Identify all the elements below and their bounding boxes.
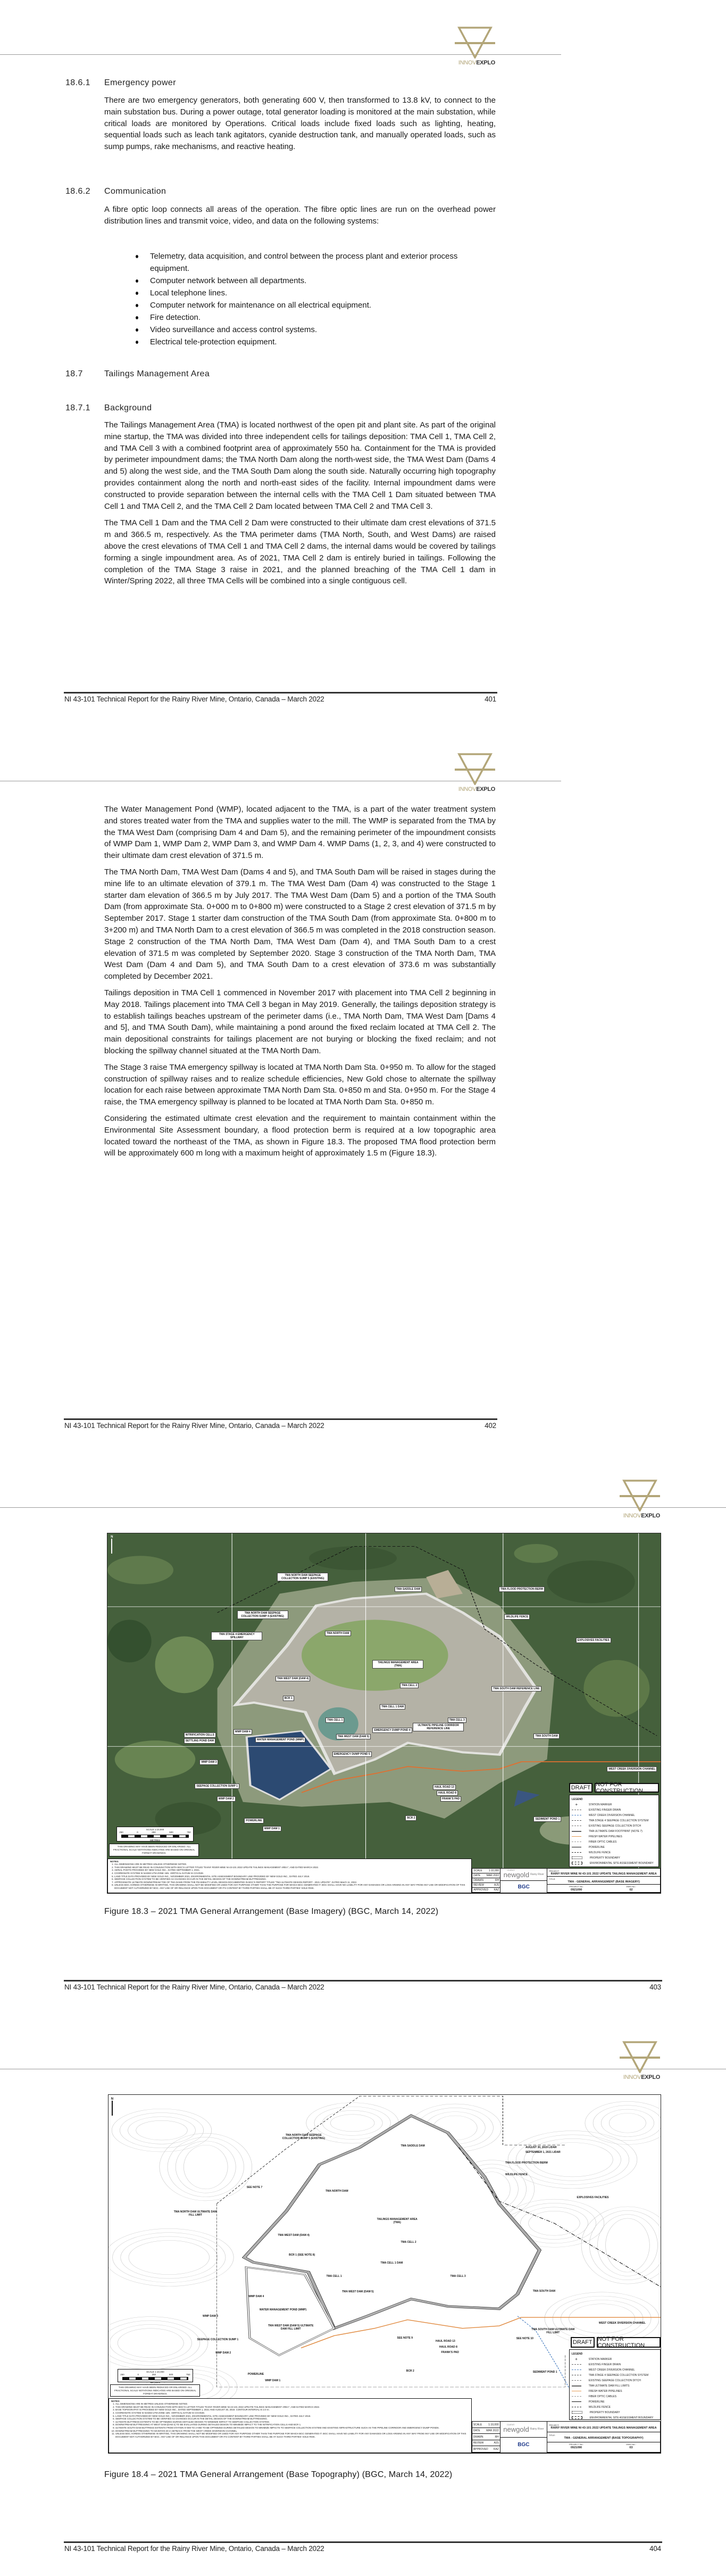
title-block: SCALE 1:10,000 DATE MAR 2022 DRAWN RH REVIEW AJS APPROVED KAZ CLIENT: newgold Rainy River BGC PROJECT: RAINY RIVER MINE NI 43-101 2022 UPDATE TAILINGS MANAGEMENT AREA TITLE: TMA - GENERAL ARRANGEMENT (BASE TOPOGRAPHY) PROJECT No.: 0921090 DWG No.: 03 — [472, 2421, 661, 2453]
logo-triangle-icon — [455, 752, 495, 785]
section-heading-18-6-1: 18.6.1 Emergency power — [65, 78, 176, 87]
paragraph: Tailings deposition in TMA Cell 1 commenced in November 2017 with placement into TMA Cell 2 beginning in May 2018. Tailings placement into TMA Cell 3 began in May 2019. Generally, the tailings deposition strategy is to establish tailings beaches upstream of the perimeter dams (i.e., TMA North Dam, TMA West Dam [Dams 4 and 5], and TMA South Dam), while maintaining a pond around the fixed reclaim located at TMA Cell 2. The main depositional constraints for tailings placement are not burying or blocking the fixed reclaim; and not blocking the spillway channel situated at the TMA North Dam. — [104, 988, 496, 1055]
map-label: WILDLIFE FENCE — [505, 2173, 528, 2177]
paragraph: The Stage 3 raise TMA emergency spillway is located at TMA North Dam Sta. 0+950 m. To allow for the staged construction of spillway raises and to realize schedule efficiencies, New Gold chose to alternate the spillway location for each raise between approximate TMA North Dam Sta. 0+850 m and Sta. 0+950 m. For the Stage 4 raise, the TMA emergency spillway is planned to be located at TMA North Dam Sta. 0+850 m. — [104, 1062, 496, 1107]
legend-swatch — [572, 2396, 581, 2397]
legend-item: POWERLINE — [572, 2399, 658, 2405]
map-label: SEEPAGE COLLECTION SUMP 1 — [195, 1784, 239, 1789]
map-label: WATER MANAGEMENT POND (WMP) — [255, 1737, 305, 1743]
map-label: SEDIMENT POND 1 — [532, 2371, 557, 2374]
logo-wordmark: INNOVEXPLO — [458, 60, 495, 66]
map-label: TMA WEST DAM (DAM 4) — [278, 2234, 310, 2238]
figure-18-3-map-base-imagery — [107, 1533, 661, 1894]
map-label: TAILINGS MANAGEMENT AREA (TMA) — [377, 2218, 418, 2225]
note-item: 6. SEEPAGE COLLECTION SYSTEM TO BE VERIFIED AS CHANGES OCCUR IN THE DETAIL DESIGN OF THE DOWNSTREAM BUTTRESSING. — [114, 1878, 469, 1881]
not-for-construction-label: NOT FOR CONSTRUCTION — [597, 2337, 661, 2348]
legend-swatch: + — [575, 2356, 578, 2362]
map-label: SEE NOTE 10 — [516, 2337, 533, 2341]
map-label: WEST CREEK DIVERSION CHANNEL — [607, 1766, 657, 1772]
scale-disclaimer: THIS DRAWING MAY HAVE BEEN REDUCED OR ENLARGED. ALL FRACTIONAL SCALE NOTATIONS INDICATED ARE BASED ON ORIGINAL FORMAT DRAWINGS. — [110, 2384, 200, 2397]
note-item: 7. ULTIMATE BUTTRESS EXTENTS TO BE OPTIMIZED DURING DETAILED DESIGN TO MINIMIZE IMPACT TO SEEPAGE COLLECTION SYSTEM. — [115, 2421, 469, 2424]
list-item: Electrical tele-protection equipment. — [136, 336, 496, 348]
map-label: AUGUST 30, 2019 LIDAR — [525, 2146, 557, 2150]
background-body — [104, 419, 496, 592]
north-arrow-icon: N — [110, 2098, 115, 2129]
logo-wordmark: INNOVEXPLO — [458, 786, 495, 792]
map-label: TMA NORTH DAM ULTIMATE DAM FILL LIMIT — [173, 2210, 218, 2217]
footer-text: NI 43-101 Technical Report for the Rainy River Mine, Ontario, Canada – March 2022 — [64, 1983, 324, 1991]
logo-wordmark: INNOVEXPLO — [623, 2074, 660, 2080]
map-label: WMP DAM 3 — [199, 1760, 218, 1765]
paragraph: The Tailings Management Area (TMA) is located northwest of the open pit and plant site. As part of the original mine startup, the TMA was divided into three independent cells for tailings deposition: TMA Cell 1, TMA Cell 2, and TMA Cell 3 with a combined footprint area of approximately 550 ha. Containment for the TMA is provided by perimeter impoundment dams; the TMA North Dam along the north-west side, the TMA West Dam (Dams 4 and 5) along the west side, and the TMA South Dam along the south side. Naturally occurring high topography provides containment along the north and north-east sides of the facility. Internal impoundment dams were constructed to provide separation between the internal cells with the TMA Cell 1 Dam situated between TMA Cell 1 and TMA Cell 2, and the TMA Cell 2 Dam located between TMA Cell 2 and TMA Cell 3. — [104, 420, 496, 511]
logo-triangle-icon — [455, 26, 495, 59]
legend-item: FRESH WATER PIPELINES — [572, 2389, 658, 2394]
map-label: FRANK'S PAD — [441, 2350, 459, 2354]
map-label: POWERLINE — [244, 1818, 263, 1823]
legend-swatch — [572, 2416, 582, 2419]
map-label: TMA SADDLE DAM — [395, 1587, 422, 1592]
note-item: 8. DOWNSTREAM BUTTRESSING AT WEST DAM (DAM 4) TO BE EVALUATED DURING DETAILED DESIGN TO MINIMIZE IMPACT TO THE NITRIFICATION CELLS AND BCR 1. — [115, 2423, 469, 2426]
map-label: TMA WEST DAM (DAM 5) ULTIMATE DAM FILL LIMIT — [268, 2324, 314, 2331]
list-item: Fire detection. — [136, 311, 496, 324]
note-item: 5. LAND TITLE DATA PROVIDED BY NEW GOLD INC., NOVEMBER 2021. ENVIRONMENTAL SITE ASSESSMENT BOUNDARY LINE PROVIDED BY NEW GOLD INC., DATED JULY 2018. — [115, 2415, 469, 2418]
note-item: 4. COORDINATE SYSTEM IS NAD83 UTM ZONE 15N. VERTICAL DATUM IS CGVD28. — [114, 1872, 469, 1875]
map-label: FRANK'S PAD — [440, 1796, 462, 1802]
paragraph: A fibre optic loop connects all areas of the operation. The fibre optic lines are run on the overhead power distribution lines and transmit voice, video, and data on the following systems: — [104, 205, 496, 226]
north-arrow-icon: N — [109, 1535, 114, 1566]
page-number: 403 — [649, 1983, 661, 1991]
legend-swatch — [572, 1836, 581, 1837]
legend-item: WEST CREEK DIVERSION CHANNEL — [572, 2367, 658, 2373]
paragraph: There are two emergency generators, both generating 600 V, then transformed to 13.8 kV, to connect to the main substation bus. During a power outage, total generator loading is monitored at the main substation, while critical loads are monitored by Operations. Critical loads include fixed loads such as lighting, heating, sequential loads such as leach tank agitators, cyanide destruction tank, and manually operated loads, such as sump pumps, rake mechanisms, and reactive heating. — [104, 96, 496, 152]
footer-text: NI 43-101 Technical Report for the Rainy River Mine, Ontario, Canada – March 2022 — [64, 695, 324, 703]
figure-18-4-map-base-topography — [108, 2094, 661, 2454]
map-label: BCR 1 (SEE NOTE 8) — [289, 2253, 315, 2257]
logo-triangle-icon — [620, 2040, 660, 2073]
note-item: 7. APPROXIMATE ULTIMATE DOWNSTREAM TOE OF TMA DAMS FROM THE FEASIBILITY LEVEL DESIGN DOCUMENTED IN BGC'S REPORT TITLED "TMA ULTIMATE DESIGN REPORT - 2021 UPDATE", DATED March 11, 2022. — [114, 1881, 469, 1884]
note-item: 3. AERIAL PHOTO PROVIDED BY NEW GOLD INC., DATED SEPTEMBER 1, 2021. — [114, 1869, 469, 1872]
map-label: TMA CELL 3 — [448, 1718, 466, 1723]
title-block-field: DRAWN RH — [473, 1879, 499, 1883]
title-block-field: REVIEW AJS — [473, 1884, 499, 1887]
legend-swatch — [572, 1856, 582, 1859]
section-heading-18-7: 18.7 Tailings Management Area — [65, 369, 210, 378]
map-label: SEPTEMBER 1, 2021 LIDAR — [525, 2150, 561, 2154]
legend-item: FRESH WATER PIPELINES — [572, 1834, 656, 1839]
legend-swatch — [572, 2380, 581, 2381]
legend-item: TMA STAGE 4 SEEPAGE COLLECTION SYSTEM — [572, 1818, 656, 1823]
legend-item: ENVIRONMENTAL SITE ASSESSMENT BOUNDARY — [572, 1861, 656, 1866]
draft-stamp — [571, 2337, 661, 2348]
note-item: 8. UNLESS BGC AGREES OTHERWISE IN WRITING, THIS DRAWING SHALL NOT BE MODIFIED OR USED FOR ANY PURPOSE OTHER THAN THE PURPOSE FOR WHICH BGC GENERATED IT. BGC SHALL HAVE NO LIABILITY FOR ANY DAMAGES OR LOSS ARISING IN ANY WAY FROM ANY USE OR MODIFICATION OF THIS DOCUMENT NOT AUTHORIZED BY BGC. ANY USE OF OR RELIANCE UPON THIS DOCUMENT OR ITS CONTENT BY THIRD PARTIES SHALL BE AT SUCH THIRD PARTIES' SOLE RISK. — [114, 1884, 469, 1889]
map-label: HAUL ROAD 13 — [433, 1785, 456, 1790]
map-label: WEST CREEK DIVERSION CHANNEL — [598, 2321, 646, 2325]
drawing-title: TMA - GENERAL ARRANGEMENT (BASE TOPOGRAPHY) — [564, 2437, 644, 2440]
map-label: SEDIMENT POND 1 — [533, 1817, 561, 1822]
map-label: TMA CELL 2 — [400, 1683, 419, 1688]
list-item: Telemetry, data acquisition, and control between the process plant and exterior process equipment. — [136, 250, 496, 275]
note-item: 1. ALL DIMENSIONS ARE IN METRES UNLESS OTHERWISE NOTED. — [115, 2402, 469, 2406]
legend-item: EXISTING SEEPAGE COLLECTION DITCH — [572, 1823, 656, 1829]
footer-rule — [64, 1980, 662, 1981]
map-label: HAUL ROAD 8 — [439, 2345, 457, 2349]
legend-swatch — [572, 2411, 582, 2414]
note-item: 9. ULTIMATE SOUTH DAM BUTTRESS EXTENTS FROM STATION 0+000 TO 2+050 TO BE OPTIMIZED DURING DETAILED DESIGN TO MINIMIZE IMPACTS TO SEEPAGE COLLECTION SYSTEM AND EXISTING INFRASTRUCTURE SUCH AS THE PIPELINE CORRIDOR AND EMERGENCY DUMP PONDS. — [115, 2426, 469, 2430]
note-item: 1. ALL DIMENSIONS ARE IN METRES UNLESS OTHERWISE NOTED. — [114, 1863, 469, 1866]
bgc-logo: BGC — [518, 2442, 530, 2448]
map-label: BCR 1 — [283, 1696, 294, 1701]
map-label: TMA CELL 1 DAM — [380, 1704, 405, 1710]
map-label: BCR 2 — [405, 1815, 416, 1821]
map-label: TMA SOUTH DAM — [533, 1733, 559, 1739]
paragraph: The Water Management Pond (WMP), located adjacent to the TMA, is a part of the water treatment system and stores treated water from the TMA and supplies water to the mill. The WMP is separated from the TMA by the TMA West Dam (comprising Dam 4 and Dam 5), and the remaining perimeter of the impoundment consists of WMP Dam 1, WMP Dam 2, WMP Dam 3, and WMP Dam 4. WMP Dams (1, 2, 3, and 4) were constructed to their ultimate dam crest elevation of 371.5 m. — [104, 805, 496, 861]
title-block: SCALE 1:10,000 DATE MAR 2022 DRAWN RH REVIEW AJS APPROVED KAZ CLIENT: newgold Rainy River BGC PROJECT: RAINY RIVER MINE NI 43-101 2022 UPDATE TAILINGS MANAGEMENT AREA TITLE: TMA - GENERAL ARRANGEMENT (BASE IMAGERY) PROJECT No.: 0921090 DWG No.: 02 — [472, 1868, 661, 1893]
map-label: SEE NOTE 7 — [246, 2185, 263, 2189]
drawing-notes: NOTES: 1. ALL DIMENSIONS ARE IN METRES UNLESS OTHERWISE NOTED. 2. THIS DRAWING MUST BE READ IN CONJUNCTION WITH BGC'S LETTER TITLED "RAINY RIVER MINE NI 43-101 2022 UPDATE TAILINGS MANAGEMENT AREA", AND DATED MARCH 2022. 3. AERIAL PHOTO PROVIDED BY NEW GOLD INC., DATED SEPTEMBER 1, 2021. 4. COORDINATE SYSTEM IS NAD83 UTM ZONE 15N. VERTICAL DATUM IS CGVD28. 5. LAND TITLE DATA PROVIDED BY NEW GOLD INC., NOVEMBER 2021. ENVIRONMENTAL SITE ASSESSMENT BOUNDARY LINE PROVIDED BY NEW GOLD INC., DATED JULY 2018. 6. SEEPAGE COLLECTION SYSTEM TO BE VERIFIED AS CHANGES OCCUR IN THE DETAIL DESIGN OF THE DOWNSTREAM BUTTRESSING. 7. APPROXIMATE ULTIMATE DOWNSTREAM TOE OF TMA DAMS FROM THE FEASIBILITY LEVEL DESIGN DOCUMENTED IN BGC'S REPORT TITLED "TMA ULTIMATE DESIGN REPORT - 2021 UPDATE", DATED March 11, 2022. 8. UNLESS BGC AGREES OTHERWISE IN WRITING, THIS DRAWING SHALL NOT BE MODIFIED OR USED FOR ANY PURPOSE OTHER THAN THE PURPOSE FOR WHICH BGC GENERATED IT. BGC SHALL HAVE NO LIABILITY FOR ANY DAMAGES OR LOSS ARISING IN ANY WAY FROM ANY USE OR MODIFICATION OF THIS DOCUMENT NOT AUTHORIZED BY BGC. ANY USE OF OR RELIANCE UPON THIS DOCUMENT OR ITS CONTENT BY THIRD PARTIES SHALL BE AT SUCH THIRD PARTIES' SOLE RISK. — [107, 1859, 472, 1893]
draft-label: DRAFT — [571, 2337, 595, 2348]
map-label: WMP DAM 2 — [217, 1796, 236, 1802]
innovexplo-logo — [455, 26, 495, 68]
map-label: TMA NORTH DAM — [325, 1631, 351, 1636]
project-title: RAINY RIVER MINE NI 43-101 2022 UPDATE TAILINGS MANAGEMENT AREA — [550, 1872, 657, 1876]
draft-stamp — [569, 1783, 659, 1793]
not-for-construction-label: NOT FOR CONSTRUCTION — [595, 1783, 658, 1793]
map-label: TAILINGS MANAGEMENT AREA (TMA) — [372, 1660, 423, 1669]
note-item: 2. THIS DRAWING MUST BE READ IN CONJUNCTION WITH BGC'S LETTER TITLED "RAINY RIVER MINE NI 43-101 2022 UPDATE TAILINGS MANAGEMENT AREA", AND DATED MARCH 2022. — [114, 1866, 469, 1869]
map-label: WILDLIFE FENCE — [504, 1614, 530, 1620]
map-label: ULTIMATE PIPELINE CORRIDOR REFERENCE LINE — [413, 1723, 464, 1731]
legend-item: WILDLIFE FENCE — [572, 1850, 656, 1855]
title-block-field: SCALE 1:10,000 — [473, 1869, 499, 1873]
paragraph: Considering the estimated ultimate crest elevation and the requirement to maintain containment within the Environmental Site Assessment boundary, a flood protection berm is required at a low topographic area located toward the northeast of the TMA, as shown in Figure 18.3. The proposed TMA flood protection berm will be approximately 600 m long with a maximum height of approximately 1.5 m (Figure 18.3). — [104, 1113, 496, 1158]
map-label: TMA NORTH DAM SEEPAGE COLLECTION SUMP 4 (EXISTING) — [237, 1611, 288, 1619]
title-block-field: SCALE 1:10,000 — [472, 2422, 500, 2428]
map-label: TMA SOUTH DAM — [532, 2289, 556, 2293]
page-number: 402 — [485, 1422, 496, 1430]
communication-systems-list — [136, 250, 496, 348]
footer-text: NI 43-101 Technical Report for the Rainy River Mine, Ontario, Canada – March 2022 — [64, 1422, 324, 1430]
note-item: 4. COORDINATE SYSTEM IS NAD83 UTM ZONE 15N. VERTICAL DATUM IS CGVD28. — [115, 2412, 469, 2415]
note-item: 3. BASE TOPOGRAPHY IS PROVIDED BY NEW GOLD INC., DATED SEPTEMBER 1, 2021 AND AUGUST 30, 2019. CONTOUR INTERVAL IS 2.0 m. — [115, 2408, 469, 2412]
title-block-field: APPROVED KAZ — [473, 1888, 499, 1892]
legend-item: WILDLIFE FENCE — [572, 2405, 658, 2410]
map-label: TMA CELL 1 DAM — [380, 2261, 403, 2265]
note-item: 10. DOWNSTREAM BUTTRESSING TO MAINTAIN 30 m SETBACK FROM THE WEST CREEK DIVERSION CHANNEL. — [115, 2430, 469, 2433]
map-label: EMERGENCY DUMP POND 4 — [372, 1728, 412, 1733]
legend-swatch — [572, 1862, 582, 1864]
list-item: Computer network for maintenance on all electrical equipment. — [136, 299, 496, 311]
title-block-field: DATE MAR 2022 — [472, 2428, 500, 2434]
map-label: TMA NORTH DAM — [326, 2190, 348, 2193]
map-label: SEE NOTE 9 — [397, 2336, 413, 2340]
map-label: WMP DAM 4 — [248, 2294, 264, 2298]
map-label: TMA SADDLE DAM — [400, 2144, 425, 2148]
list-item: Video surveillance and access control systems. — [136, 324, 496, 336]
map-label: TMA NORTH DAM SEEPAGE COLLECTION SUMP 5 (EXISTING) — [282, 2133, 326, 2140]
note-item: 2. THIS DRAWING MUST BE READ IN CONJUNCTION WITH BGC'S LETTER TITLED "RAINY RIVER MINE NI 43-101 2022 UPDATE TAILINGS MANAGEMENT AREA", AND DATED MARCH 2022. — [115, 2406, 469, 2409]
logo-wordmark: INNOVEXPLO — [623, 1513, 660, 1519]
legend-swatch — [572, 1852, 581, 1853]
map-label: TMA STAGE 4 EMERGENCY SPILLWAY — [211, 1632, 262, 1640]
legend-item: POWERLINE — [572, 1845, 656, 1850]
figure-caption: Figure 18.4 – 2021 TMA General Arrangement (Base Topography) (BGC, March 14, 2022) — [104, 2470, 453, 2479]
title-block-field: DRAWN RH — [472, 2434, 500, 2440]
header-rule — [0, 1507, 726, 1508]
map-label: WMP DAM 2 — [215, 2351, 231, 2355]
client-logo: CLIENT: newgold Rainy River — [500, 1869, 547, 1881]
section-heading-18-7-1: 18.7.1 Background — [65, 403, 152, 412]
map-label: TMA WEST DAM (DAM 5) — [342, 2290, 374, 2293]
emergency-power-body — [104, 95, 496, 158]
legend-item: FIBER OPTIC CABLES — [572, 1839, 656, 1845]
draft-label: DRAFT — [569, 1783, 593, 1793]
legend-item: ENVIRONMENTAL SITE ASSESSMENT BOUNDARY — [572, 2415, 658, 2421]
legend-swatch — [572, 2364, 581, 2365]
map-label: SETTLING POND DAM — [184, 1738, 215, 1744]
legend-swatch — [572, 2385, 581, 2387]
map-label: TMA FLOOD PROTECTION BERM — [505, 2161, 548, 2165]
page-number: 401 — [485, 695, 496, 703]
footer-rule — [64, 1418, 497, 1420]
legend-item: TMA STAGE 4 SEEPAGE COLLECTION SYSTEM — [572, 2373, 658, 2378]
innovexplo-logo — [455, 752, 495, 795]
map-label: EMERGENCY DUMP POND 5 — [332, 1752, 372, 1757]
map-legend: LEGEND + STATION MARKER EXISTING FINGER DRAIN WEST CREEK DIVERSION CHANNEL TMA STAGE 4 SEEPAGE COLLECTION SYSTEM EXISTING SEEPAGE COLLECTION DITCH TMA ULTIMATE DAM FOOTPRINT (NOTE 7) FRESH WATER PIPELINES FIBER OPTIC CABLES POWERLINE WILDLIFE FENCE PROPERTY BOUNDARY ENVIRONMENTAL SITE ASSESSMENT BOUNDARY — [569, 1795, 659, 1868]
legend-swatch — [572, 2401, 581, 2402]
map-label: WMP DAM 1 — [263, 1826, 281, 1831]
drawing-title: TMA - GENERAL ARRANGEMENT (BASE IMAGERY) — [568, 1880, 640, 1884]
map-label: HAUL ROAD 8 — [437, 1790, 458, 1796]
paragraph: The TMA Cell 1 Dam and the TMA Cell 2 Dam were constructed to their ultimate dam crest elevations of 371.5 m and 366.5 m, respectively. As the TMA perimeter dams (TMA North, South, and West Dams) are raised above the crest elevations of TMA Cell 1 and TMA Cell 2 dams, the internal dams would be covered by tailings forming a single impoundment area. As of 2021, TMA Cell 2 dam is entirely buried in tailings. Following the completion of the TMA Stage 3 raise in 2021, and the planned breaching of the TMA Cell 1 dam in Winter/Spring 2022, all three TMA Cells will be combined into a single contiguous cell. — [104, 518, 496, 586]
map-label: TMA SOUTH DAM REFERENCE LINE — [491, 1686, 541, 1691]
map-label: TMA WEST DAM (DAM 4) — [276, 1676, 311, 1681]
map-label: TMA SOUTH DAM ULTIMATE DAM FILL LIMIT — [531, 2328, 575, 2334]
legend-swatch: + — [575, 1802, 578, 1807]
drawing-notes: NOTES: 1. ALL DIMENSIONS ARE IN METRES UNLESS OTHERWISE NOTED. 2. THIS DRAWING MUST BE READ IN CONJUNCTION WITH BGC'S LETTER TITLED "RAINY RIVER MINE NI 43-101 2022 UPDATE TAILINGS MANAGEMENT AREA", AND DATED MARCH 2022. 3. BASE TOPOGRAPHY IS PROVIDED BY NEW GOLD INC., DATED SEPTEMBER 1, 2021 AND AUGUST 30, 2019. CONTOUR INTERVAL IS 2.0 m. 4. COORDINATE SYSTEM IS NAD83 UTM ZONE 15N. VERTICAL DATUM IS CGVD28. 5. LAND TITLE DATA PROVIDED BY NEW GOLD INC., NOVEMBER 2021. ENVIRONMENTAL SITE ASSESSMENT BOUNDARY LINE PROVIDED BY NEW GOLD INC., DATED JULY 2018. 6. SEEPAGE COLLECTION SYSTEM TO BE VERIFIED AS CHANGES OCCUR IN THE DETAIL DESIGN OF THE DOWNSTREAM BUTTRESSING. 7. ULTIMATE BUTTRESS EXTENTS TO BE OPTIMIZED DURING DETAILED DESIGN TO MINIMIZE IMPACT TO SEEPAGE COLLECTION SYSTEM. 8. DOWNSTREAM BUTTRESSING AT WEST DAM (DAM 4) TO BE EVALUATED DURING DETAILED DESIGN TO MINIMIZE IMPACT TO THE NITRIFICATION CELLS AND BCR 1. 9. ULTIMATE SOUTH DAM BUTTRESS EXTENTS FROM STATION 0+000 TO 2+050 TO BE OPTIMIZED DURING DETAILED DESIGN TO MINIMIZE IMPACTS TO SEEPAGE COLLECTION SYSTEM AND EXISTING INFRASTRUCTURE SUCH AS THE PIPELINE CORRIDOR AND EMERGENCY DUMP PONDS. 10. DOWNSTREAM BUTTRESSING TO MAINTAIN 30 m SETBACK FROM THE WEST CREEK DIVERSION CHANNEL. 11. UNLESS BGC AGREES OTHERWISE IN WRITING, THIS DRAWING SHALL NOT BE MODIFIED OR USED FOR ANY PURPOSE OTHER THAN THE PURPOSE FOR WHICH BGC GENERATED IT. BGC SHALL HAVE NO LIABILITY FOR ANY DAMAGES OR LOSS ARISING IN ANY WAY FROM ANY USE OR MODIFICATION OF THIS DOCUMENT NOT AUTHORIZED BY BGC. ANY USE OF OR RELIANCE UPON THIS DOCUMENT OR ITS CONTENT BY THIRD PARTIES SHALL BE AT SUCH THIRD PARTIES' SOLE RISK. — [109, 2398, 472, 2453]
section-heading-18-6-2: 18.6.2 Communication — [65, 187, 166, 196]
legend-item: WEST CREEK DIVERSION CHANNEL — [572, 1813, 656, 1818]
page-number: 404 — [649, 2545, 661, 2553]
map-label: POWERLINE — [247, 2372, 264, 2376]
client-logo: CLIENT: newgold Rainy River — [500, 2422, 547, 2437]
map-label: EXPLOSIVES FACILITIES — [577, 2195, 609, 2199]
title-block-field: APPROVED KAZ — [472, 2446, 500, 2453]
legend-item: EXISTING FINGER DRAIN — [572, 2362, 658, 2367]
note-item: 6. SEEPAGE COLLECTION SYSTEM TO BE VERIFIED AS CHANGES OCCUR IN THE DETAIL DESIGN OF THE DOWNSTREAM BUTTRESSING. — [115, 2417, 469, 2421]
scale-bar: SCALE 1:10,000 250 0 250 500 750 METRES — [118, 2369, 193, 2382]
map-label: TMA CELL 2 — [400, 2240, 416, 2244]
bgc-logo: BGC — [518, 1884, 530, 1890]
figure-caption: Figure 18.3 – 2021 TMA General Arrangement (Base Imagery) (BGC, March 14, 2022) — [104, 1907, 439, 1916]
map-label: TMA CELL 1 — [326, 2274, 342, 2278]
map-label: BCR 2 — [406, 2369, 414, 2373]
legend-item: PROPERTY BOUNDARY — [572, 1855, 656, 1861]
title-block-field: DATE MAR 2022 — [473, 1874, 499, 1878]
map-label: TMA CELL 1 — [326, 1718, 344, 1723]
map-label: WMP DAM 4 — [233, 1729, 252, 1735]
legend-item: + STATION MARKER — [572, 1802, 656, 1807]
map-legend: LEGEND + STATION MARKER EXISTING FINGER DRAIN WEST CREEK DIVERSION CHANNEL TMA STAGE 4 SEEPAGE COLLECTION SYSTEM EXISTING SEEPAGE COLLECTION DITCH TMA ULTIMATE DAM FILL LIMITS FRESH WATER PIPELINES FIBER OPTIC CABLES POWERLINE WILDLIFE FENCE PROPERTY BOUNDARY ENVIRONMENTAL SITE ASSESSMENT BOUNDARY — [569, 2349, 661, 2420]
footer-rule — [64, 2541, 662, 2543]
map-label: NITRIFICATION CELLS — [184, 1732, 216, 1738]
innovexplo-logo — [620, 2040, 660, 2083]
legend-item: PROPERTY BOUNDARY — [572, 2410, 658, 2415]
scale-disclaimer: THIS DRAWING MAY HAVE BEEN REDUCED OR ENLARGED. ALL FRACTIONAL SCALE NOTATIONS INDICATED ARE BASED ON ORIGINAL FORMAT DRAWINGS. — [109, 1844, 199, 1856]
map-label: HAUL ROAD 13 — [435, 2339, 455, 2343]
legend-item: TMA ULTIMATE DAM FOOTPRINT (NOTE 7) — [572, 1829, 656, 1834]
map-label: TMA NORTH DAM SEEPAGE COLLECTION SUMP 5 (EXISTING) — [277, 1573, 328, 1581]
legend-item: EXISTING FINGER DRAIN — [572, 1807, 656, 1813]
legend-item: FIBER OPTIC CABLES — [572, 2394, 658, 2399]
project-title: RAINY RIVER MINE NI 43-101 2022 UPDATE TAILINGS MANAGEMENT AREA — [550, 2426, 657, 2430]
legend-item: TMA ULTIMATE DAM FILL LIMITS — [572, 2383, 658, 2389]
tma-background-continued — [104, 804, 496, 1164]
footer-text: NI 43-101 Technical Report for the Rainy River Mine, Ontario, Canada – March 2022 — [64, 2545, 324, 2553]
note-item: 5. LAND TITLE DATA PROVIDED BY NEW GOLD INC., NOVEMBER 2021. ENVIRONMENTAL SITE ASSESSMENT BOUNDARY LINE PROVIDED BY NEW GOLD INC., DATED JULY 2018. — [114, 1875, 469, 1878]
list-item: Computer network between all departments. — [136, 275, 496, 287]
title-block-field: REVIEW AJS — [472, 2440, 500, 2447]
legend-item: EXISTING SEEPAGE COLLECTION DITCH — [572, 2378, 658, 2383]
legend-swatch — [572, 1820, 581, 1821]
innovexplo-logo — [620, 1479, 660, 1521]
map-label: WATER MANAGEMENT POND (WMP) — [259, 2308, 307, 2312]
note-item: 11. UNLESS BGC AGREES OTHERWISE IN WRITING, THIS DRAWING SHALL NOT BE MODIFIED OR USED FOR ANY PURPOSE OTHER THAN THE PURPOSE FOR WHICH BGC GENERATED IT. BGC SHALL HAVE NO LIABILITY FOR ANY DAMAGES OR LOSS ARISING IN ANY WAY FROM ANY USE OR MODIFICATION OF THIS DOCUMENT NOT AUTHORIZED BY BGC. ANY USE OF OR RELIANCE UPON THIS DOCUMENT OR ITS CONTENT BY THIRD PARTIES SHALL BE AT SUCH THIRD PARTIES' SOLE RISK. — [115, 2432, 469, 2438]
map-label: WMP DAM 3 — [203, 2314, 219, 2318]
legend-item: + STATION MARKER — [572, 2357, 658, 2362]
map-label: SEEPAGE COLLECTION SUMP 1 — [197, 2338, 239, 2342]
paragraph: The TMA North Dam, TMA West Dam (Dams 4 and 5), and TMA South Dam will be raised in stages during the mine life to an ultimate elevation of 379.1 m. The TMA West Dam (Dam 4) was constructed to the Stage 1 starter dam elevation of 366.5 m by July 2017. The TMA West Dam (Dam 5) and a portion of the TMA South Dam (from approximate Sta. 0+000 m to 0+800 m) were constructed to a Stage 2 crest elevation of 371.5 m by September 2017. Stage 1 starter dam construction of the TMA South Dam (from approximate Sta. 0+800 m to 3+200 m) and TMA North Dam to a crest elevation of 366.5 m was completed in the 2018 construction season. Stage 2 construction of the TMA North Dam, TMA West Dam (Dam 4), and TMA South Dam to a crest elevation of 371.5 m was completed by September 2020. Stage 3 construction of the TMA North Dam, TMA West Dam (Dam 4 and Dam 5), and TMA South Dam to a crest elevation of 373.6 m was substantially completed by December 2021. — [104, 867, 496, 981]
legend-swatch — [572, 2369, 581, 2370]
communication-body — [104, 204, 496, 232]
map-label: WMP DAM 1 — [265, 2379, 281, 2383]
legend-swatch — [572, 1831, 581, 1832]
footer-rule — [64, 692, 497, 693]
map-label: EXPLOSIVES FACILITIES — [576, 1638, 611, 1643]
logo-triangle-icon — [620, 1479, 660, 1512]
list-item: Local telephone lines. — [136, 287, 496, 299]
scale-bar: SCALE 1:10,000 250 0 250 500 750 METRES — [116, 1827, 194, 1842]
map-label: TMA WEST DAM (DAM 5) — [336, 1734, 371, 1739]
map-label: TMA FLOOD PROTECTION BERM — [499, 1587, 545, 1592]
map-label: TMA CELL 3 — [450, 2274, 466, 2278]
